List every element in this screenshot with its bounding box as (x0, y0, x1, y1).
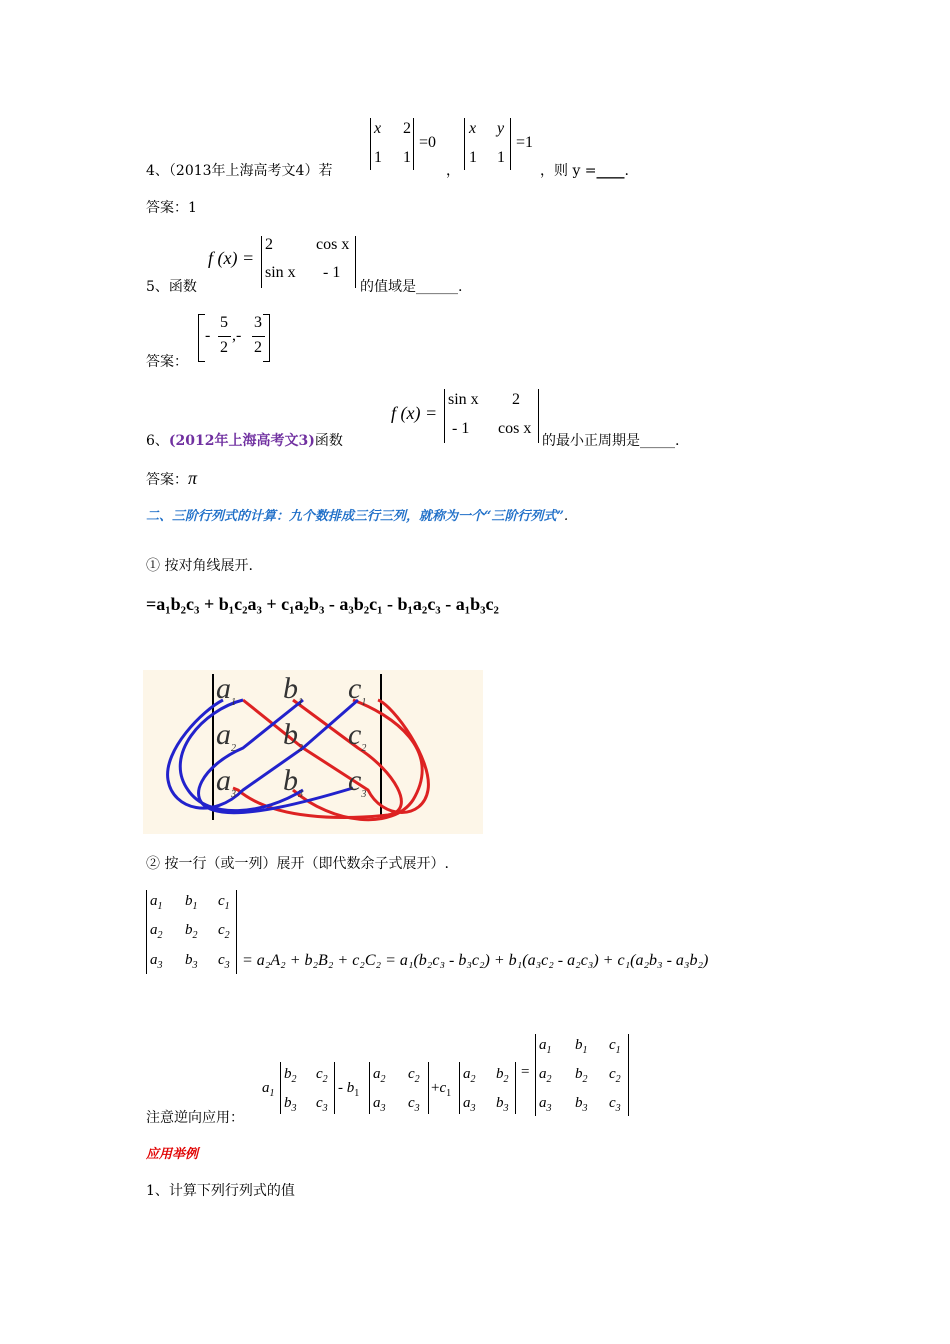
q4-answer: 答案：1 (146, 200, 197, 216)
cell-b3: $b_3$ (283, 764, 303, 800)
cell-a2: $a_2$ (216, 718, 236, 754)
cell-c1: $c_1$ (348, 672, 367, 708)
q6-answer: 答案：π (146, 468, 198, 488)
q4-comma: ， (446, 163, 460, 179)
diagonal-diagram (143, 670, 483, 834)
examples-heading: 应用举例 (146, 1147, 199, 1162)
method2-label: ② 按一行（或一列）展开（即代数余子式展开）. (146, 856, 449, 872)
q5-suffix: 的值域是______. (360, 279, 463, 295)
q4-text (146, 160, 332, 180)
q4-eq2: =1 (516, 134, 534, 151)
q6-suffix: 的最小正周期是_____. (542, 433, 680, 449)
section2-heading: 二、三阶行列式的计算：九个数排成三行三列，就称为一个“三阶行列式”. (146, 509, 569, 524)
diagonal-formula: =a₁b₂c₃ + b₁c₂a₃ + c₁a₂b₃ - a₃b₂c₁ - b₁a₂c₃ - a₁b₃c₂ (146, 594, 499, 614)
method1-label: ① 按对角线展开. (146, 558, 253, 574)
q6-source: (2012年上海高考文3) (168, 433, 315, 449)
cell-b2: $b_2$ (283, 718, 303, 754)
note-label: 注意逆向应用： (146, 1110, 244, 1126)
cell-c2: $c_2$ (348, 718, 367, 754)
q5-answer-label: 答案： (146, 354, 188, 370)
q4-prefix: 4、（2013年上海高考文4）若 (146, 163, 333, 179)
q5-prefix: 5、函数 (146, 279, 197, 295)
cell-a3: $a_3$ (216, 764, 236, 800)
cell-a1: $a_1$ (216, 672, 236, 708)
cell-b1: $b_1$ (283, 672, 303, 708)
q6-text: 6、(2012年上海高考文3)函数 (146, 433, 343, 449)
example-1: 1、计算下列行列式的值 (146, 1183, 295, 1199)
cell-c3: $c_3$ (348, 764, 367, 800)
cofactor-expansion: = a₂A₂ + b₂B₂ + c₂C₂ = a₁(b₂c₃ - b₃c₂) + b₁(a₃c₂ - a₂c₃) + c₁(a₂b₃ - a₃b₂) (242, 952, 709, 969)
diagonal-curves (143, 670, 483, 834)
q4-eq1: =0 (419, 134, 437, 151)
q4-suffix: ，则 y =____. (540, 163, 629, 179)
